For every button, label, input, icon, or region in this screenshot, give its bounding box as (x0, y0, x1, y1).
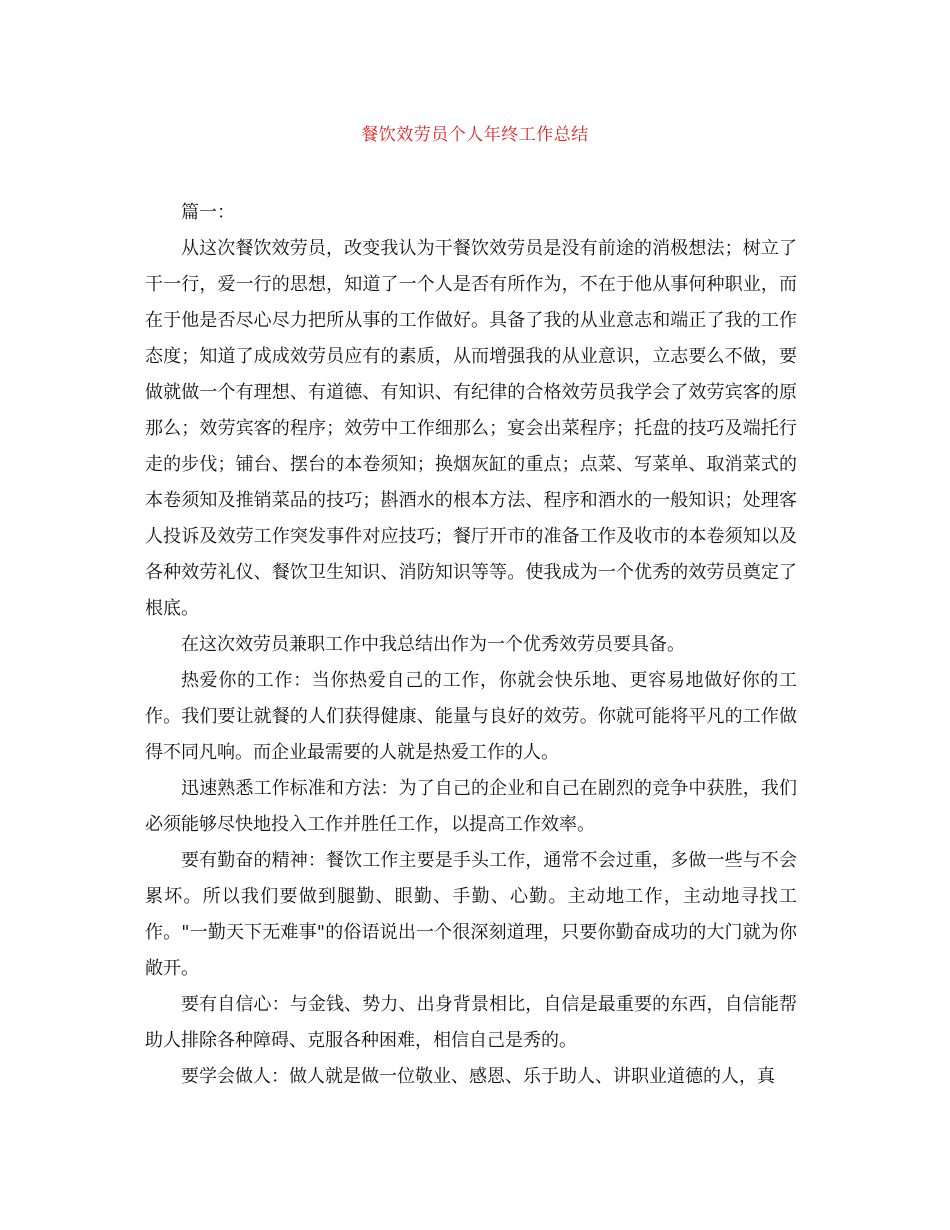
paragraph: 要有勤奋的精神：餐饮工作主要是手头工作，通常不会过重，多做一些与不会累坏。所以我们要做到腿勤、眼勤、手勤、心勤。主动地工作，主动地寻找工作。"一勤天下无难事"的俗语说出一个很深刻道理，只要你勤奋成功的大门就为你敞开。 (145, 850, 797, 979)
paragraph: 热爱你的工作：当你热爱自己的工作，你就会快乐地、更容易地做好你的工作。我们要让就餐的人们获得健康、能量与良好的效劳。你就可能将平凡的工作做得不同凡响。而企业最需要的人就是热爱工作的人。 (145, 670, 797, 763)
document-title: 餐饮效劳员个人年终工作总结 (361, 125, 589, 145)
document-body (145, 195, 797, 1095)
paragraph: 要有自信心：与金钱、势力、出身背景相比，自信是最重要的东西，自信能帮助人排除各种障碍、克服各种困难，相信自己是秀的。 (145, 994, 797, 1051)
paragraph: 在这次效劳员兼职工作中我总结出作为一个优秀效劳员要具备。 (181, 634, 685, 655)
paragraph: 要学会做人：做人就是做一位敬业、感恩、乐于助人、讲职业道德的人，真 (181, 1066, 775, 1087)
paragraph: 迅速熟悉工作标准和方法：为了自己的企业和自己在剧烈的竞争中获胜，我们必须能够尽快地投入工作并胜任工作，以提高工作效率。 (145, 778, 797, 835)
section-label: 篇一： (181, 202, 235, 223)
paragraph: 从这次餐饮效劳员，改变我认为干餐饮效劳员是没有前途的消极想法；树立了干一行，爱一行的思想，知道了一个人是否有所作为，不在于他从事何种职业，而在于他是否尽心尽力把所从事的工作做好。具备了我的从业意志和端正了我的工作态度；知道了成成效劳员应有的素质，从而增强我的从业意识，立志要么不做，要做就做一个有理想、有道德、有知识、有纪律的合格效劳员我学会了效劳宾客的原那么；效劳宾客的程序；效劳中工作细那么；宴会出菜程序；托盘的技巧及端托行走的步伐；铺台、摆台的本卷须知；换烟灰缸的重点；点菜、写菜单、取消菜式的本卷须知及推销菜品的技巧；斟酒水的根本方法、程序和酒水的一般知识；处理客人投诉及效劳工作突发事件对应技巧；餐厅开市的准备工作及收市的本卷须知以及各种效劳礼仪、餐饮卫生知识、消防知识等等。使我成为一个优秀的效劳员奠定了根底。 (145, 238, 797, 619)
